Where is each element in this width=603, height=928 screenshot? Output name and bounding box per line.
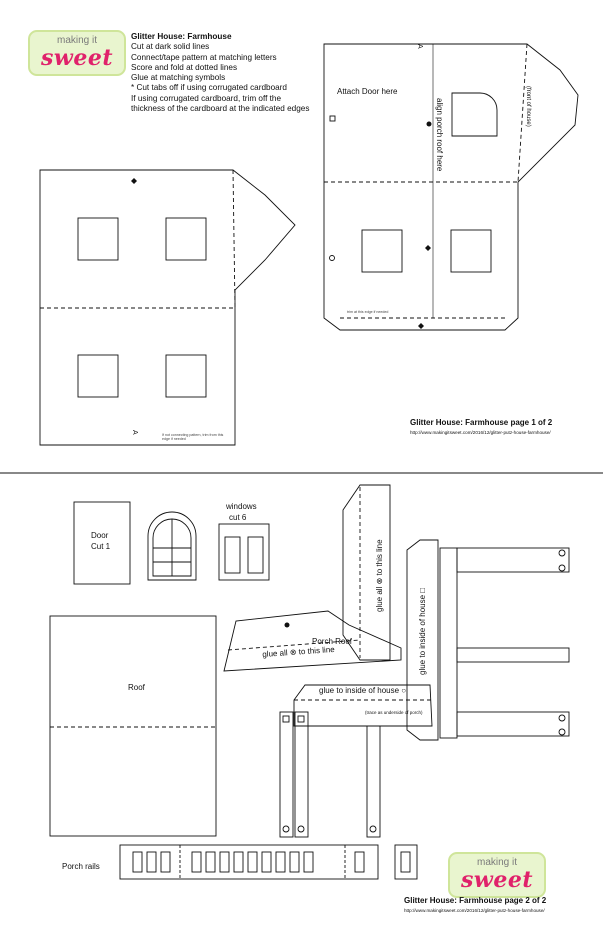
instructions-title: Glitter House: Farmhouse — [131, 32, 232, 41]
instructions — [131, 32, 309, 114]
window-cutout — [166, 218, 206, 260]
letter-a: A — [416, 44, 423, 49]
glue-inside-label: glue to inside of house ○ — [319, 686, 407, 695]
circle-symbol — [330, 256, 335, 261]
instruction-line: Cut at dark solid lines — [131, 42, 210, 52]
door-cutout — [452, 93, 497, 136]
trim-note: If not connecting pattern, trim from this edge if needed — [162, 433, 224, 441]
window-cutout — [362, 230, 402, 272]
porch-beam — [457, 712, 569, 736]
logo: making it sweet — [448, 852, 546, 898]
window-piece — [219, 524, 269, 580]
porch-rails-label: Porch rails — [62, 862, 100, 871]
window-cutout — [78, 218, 118, 260]
logo: making it sweet — [28, 30, 126, 76]
page1-footer-title: Glitter House: Farmhouse page 1 of 2 — [410, 418, 553, 427]
front-of-house-label: (front of house) — [525, 86, 531, 127]
porch-post — [280, 712, 293, 837]
porch-post — [367, 726, 380, 837]
page2-footer-url: http://www.makingitsweet.com/2016/12/glitter-putz-house-farmhouse/ — [404, 908, 545, 913]
windows-label: windows — [226, 502, 257, 511]
instruction-line: Glue at matching symbols — [131, 73, 226, 83]
page2-footer-title: Glitter House: Farmhouse page 2 of 2 — [404, 896, 547, 905]
window-cutout — [166, 355, 206, 397]
window-pane — [225, 537, 240, 573]
glue-line-label: glue all ⊗ to this line — [262, 644, 335, 659]
side-support-inner — [440, 548, 457, 738]
roof-piece — [50, 616, 216, 836]
align-porch-label: align porch roof here — [435, 98, 444, 172]
instruction-line: If using corrugated cardboard, trim off the — [131, 93, 282, 103]
window-cutout — [451, 230, 491, 272]
window-pane — [248, 537, 263, 573]
porch-post — [295, 712, 308, 837]
porch-beam — [457, 648, 569, 662]
porch-rail-end — [395, 845, 417, 879]
porch-roof-label: Porch Roof — [312, 637, 353, 646]
trim-note: trim at this edge if needed — [347, 310, 389, 314]
instruction-line: * Cut tabs off if using corrugated cardboard — [131, 83, 287, 93]
roof-label: Roof — [128, 683, 145, 692]
glue-inside-vertical-label: glue to inside of house □ — [418, 587, 427, 675]
instruction-line: thickness of the cardboard at the indicated edges — [131, 104, 310, 114]
porch-beam — [457, 548, 569, 572]
door-label: Door — [91, 531, 109, 540]
instruction-line: Score and fold at dotted lines — [131, 62, 238, 72]
window-cutout — [78, 355, 118, 397]
letter-a: A — [131, 430, 138, 435]
glue-line-vertical-label: glue all ⊗ to this line — [375, 539, 384, 612]
square-symbol — [330, 116, 335, 121]
trace-note: (trace as underside of porch) — [365, 710, 423, 715]
fold-line — [233, 170, 235, 308]
instruction-line: Connect/tape pattern at matching letters — [131, 52, 277, 62]
windows-cut-label: cut 6 — [229, 513, 247, 522]
door-cut-label: Cut 1 — [91, 542, 111, 551]
attach-door-label: Attach Door here — [337, 87, 398, 96]
porch-rails-piece — [120, 845, 378, 879]
page1-footer-url: http://www.makingitsweet.com/2016/12/glitter-putz-house-farmhouse/ — [410, 430, 551, 435]
side-wall-piece — [40, 170, 295, 445]
